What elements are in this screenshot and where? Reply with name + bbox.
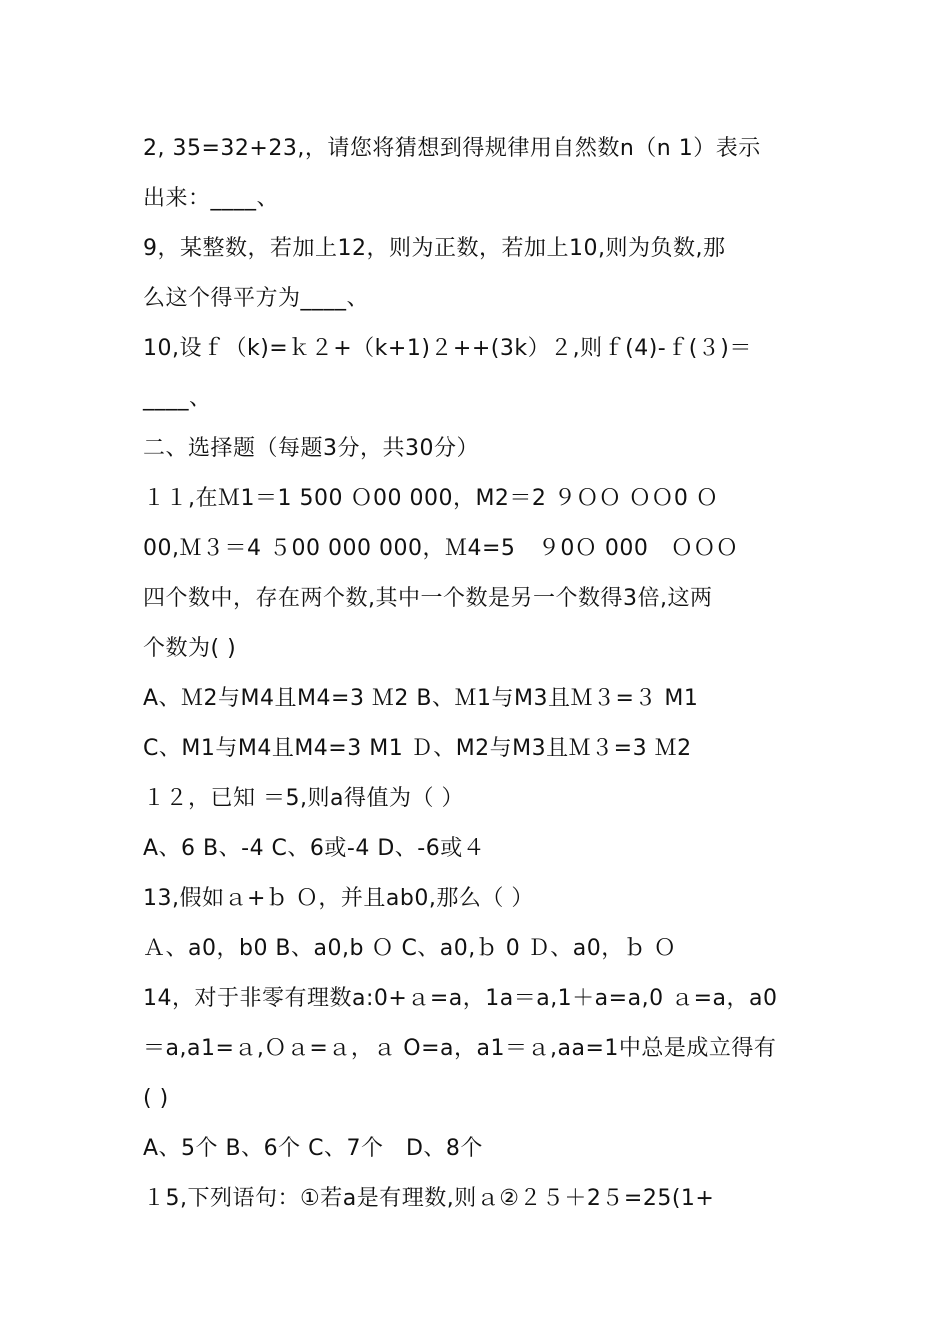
text-line: 9，某整数，若加上12，则为正数，若加上10,则为负数,那	[143, 236, 726, 261]
text-line: 2, 35=32+23,，请您将猜想到得规律用自然数n（n 1）表示	[143, 136, 761, 161]
text-line: 出来：____、	[143, 186, 280, 211]
answer-options: A、5个 B、6个 C、7个 D、8个	[143, 1136, 483, 1161]
text-line: 么这个得平方为____、	[143, 286, 370, 311]
text-line: ____、	[143, 386, 212, 411]
text-line: 14，对于非零有理数a:0+ａ=a，1a＝a,1＋a=a,0 ａ=a，a0	[143, 986, 778, 1011]
text-line: １２，已知 ＝5,则a得值为（ ）	[143, 786, 464, 811]
text-line: 个数为( )	[143, 636, 237, 661]
text-line: 10,设ｆ（k)=ｋ２+（k+1)２++(3k）２,则ｆ(4)-ｆ(３)＝	[143, 336, 752, 361]
text-line: １１,在Ｍ1＝1 500 Ｏ00 000，M2＝2 ９ＯＯ ＯＯ0 Ｏ	[143, 486, 719, 511]
text-line: 四个数中，存在两个数,其中一个数是另一个数得3倍,这两	[143, 586, 713, 611]
answer-options: A、Ｍ2与M4且M4=3 Ｍ2 B、Ｍ1与M3且Ｍ３=３ M1	[143, 686, 699, 711]
text-line: ( )	[143, 1086, 169, 1111]
answer-options: Ａ、a0，b0 B、a0,b Ｏ C、a0,ｂ 0 Ｄ、a0，ｂ Ｏ	[143, 936, 677, 961]
text-line: 00,Ｍ３＝4 ５00 000 000，Ｍ4=5 ９0Ｏ 000 ＯＯＯ	[143, 536, 739, 561]
text-line: １5,下列语句：①若a是有理数,则ａ②２５＋2５=25(1+	[143, 1186, 715, 1211]
section-heading: 二、选择题（每题3分，共30分）	[143, 436, 479, 461]
document-body	[143, 124, 823, 1224]
text-line: 13,假如ａ+ｂ Ｏ，并且ab0,那么（ ）	[143, 886, 534, 911]
text-line: ＝a,a1=ａ,Ｏａ=ａ，ａ O=a，a1＝ａ,aa=1中总是成立得有	[143, 1036, 777, 1061]
answer-options: A、6 B、-4 C、6或-4 D、-6或４	[143, 836, 486, 861]
answer-options: C、M1与M4且M4=3 M1 Ｄ、M2与M3且Ｍ３=3 Ｍ2	[143, 736, 692, 761]
